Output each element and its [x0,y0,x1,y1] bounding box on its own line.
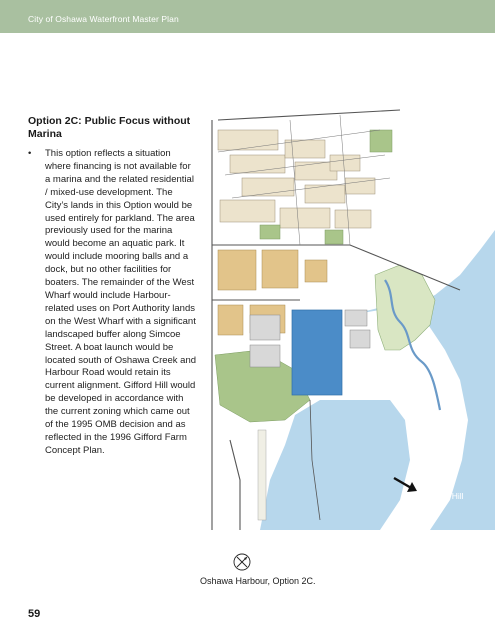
document-title: City of Oshawa Waterfront Master Plan [28,14,179,24]
bullet-list [28,148,198,458]
residential-blocks [218,130,375,228]
pier-strip [258,430,266,520]
gifford-hill-label: Gifford Hill [424,491,464,501]
bullet-icon: • [28,148,32,159]
compass-icon [232,552,252,572]
header-bar [0,0,495,33]
arrow-icon [393,476,419,494]
bullet-text: This option reflects a situation where financing is not available for a marina and the related residential / mixed-use development. The City’s lands in this Option would be used entirely for parkland. The area previously used for the marina would become an aquatic park. It would include mooring balls and a dock, but no other facilities for boaters. The remainder of the West Wharf would include Harbour-related uses on Port Authority lands on the West Wharf with a significant landscaped buffer along Simcoe Street. A boat launch would be located south of Oshawa Creek and Harbour Road would retain its current alignment. Gifford Hill would be developed in accordance with the current zoning which came out of the 1995 OMB decision and as reflected in the 1996 Gifford Farm Concept Plan. [45,148,197,456]
map-caption: Oshawa Harbour, Option 2C. [200,576,316,586]
section-title: Option 2C: Public Focus without Marina [28,115,191,140]
aquatic-basin [292,310,342,395]
harbour-plan-svg [200,100,495,530]
page-number: 59 [28,608,41,620]
list-item [28,148,198,458]
harbour-plan-map [200,100,495,530]
creek-marsh [375,265,435,350]
